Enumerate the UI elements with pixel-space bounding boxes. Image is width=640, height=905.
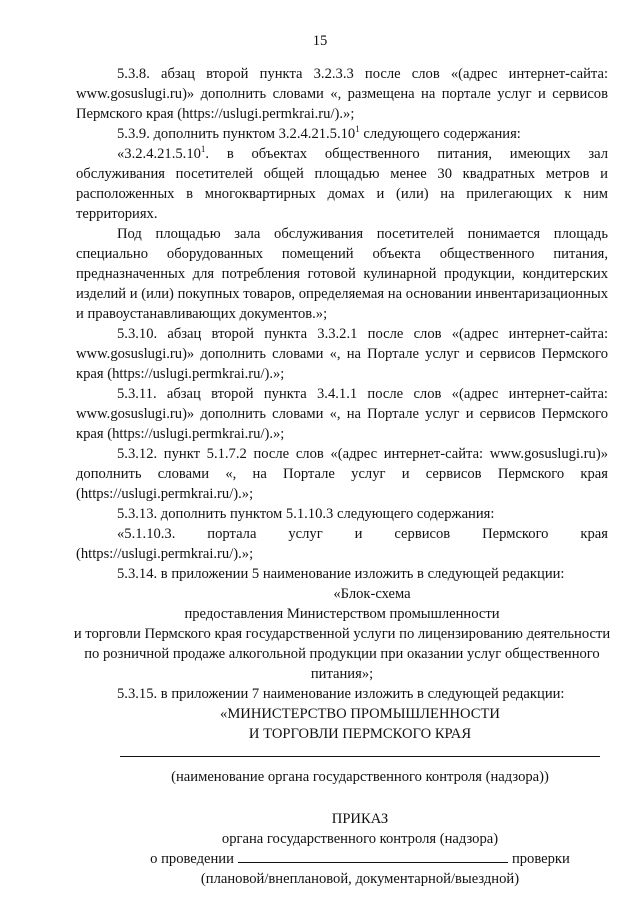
spacer — [76, 787, 608, 809]
paragraph-5-3-8: 5.3.8. абзац второй пункта 3.2.3.3 после слов «(адрес интернет-сайта: www.gosuslugi.ru)» дополнить словами «, размещена на портале услуг и сервисов Пермского края (https://uslugi.permkrai.ru/).»; — [76, 66, 608, 122]
order-prefix: о проведении — [150, 851, 234, 867]
document-body — [73, 64, 611, 889]
paragraph-text: 5.3.9. дополнить пунктом 3.2.4.21.5.10 — [117, 126, 356, 142]
paragraph-text: следующего содержания: — [359, 126, 521, 142]
paragraph-5-3-13: 5.3.13. дополнить пунктом 5.1.10.3 следующего содержания: — [117, 506, 495, 522]
paragraph-5-1-10-3: «5.1.10.3. портала услуг и сервисов Пермского края (https://uslugi.permkrai.ru/).»; — [76, 526, 608, 562]
paragraph-5-3-14: 5.3.14. в приложении 5 наименование изложить в следующей редакции: — [117, 566, 565, 582]
paragraph-5-3-15: 5.3.15. в приложении 7 наименование изложить в следующей редакции: — [117, 686, 565, 702]
ministry-name-line-1: «МИНИСТЕРСТВО ПРОМЫШЛЕННОСТИ — [220, 706, 500, 722]
paragraph-area-definition: Под площадью зала обслуживания посетителей понимается площадь специально оборудованных помещений объекта общественного питания, предназначенных для потребления готовой кулинарной продукции, кондитерских изделий и (или) покупных товаров, определяемая на основании инвентаризационных и правоустанавливающих документов.»; — [76, 226, 608, 322]
page-number: 15 — [312, 33, 328, 49]
paragraph-5-3-10: 5.3.10. абзац второй пункта 3.3.2.1 после слов «(адрес интернет-сайта: www.gosuslugi.ru)» дополнить словами «, на Портале услуг и сервисов Пермского края (https://uslugi.permkrai.ru/).»; — [76, 326, 608, 382]
superscript: 1 — [200, 144, 206, 155]
authority-caption: (наименование органа государственного контроля (надзора)) — [171, 769, 549, 785]
block-scheme-line-3: и торговли Пермского края государственной услуги по лицензированию деятельности по розничной продаже алкогольной продукции при оказании услуг общественного питания»; — [73, 626, 611, 682]
order-issuer: органа государственного контроля (надзора) — [221, 831, 499, 847]
signature-line — [120, 756, 600, 757]
order-title: ПРИКАЗ — [331, 811, 389, 827]
paragraph-5-3-9 — [76, 124, 608, 144]
ministry-name-line-2: И ТОРГОВЛИ ПЕРМСКОГО КРАЯ — [248, 726, 472, 742]
block-scheme-title: «Блок-схема — [333, 586, 411, 602]
paragraph-3-2-4-21-5-10 — [76, 144, 608, 224]
paragraph-text: . в объектах общественного питания, имеющих зал обслуживания посетителей общей площадью менее 30 квадратных метров и расположенных в многоквартирных домах и (или) на прилегающих к ним территориях. — [76, 146, 608, 222]
inspection-type-caption: (плановой/внеплановой, документарной/выездной) — [200, 871, 520, 887]
paragraph-5-3-11: 5.3.11. абзац второй пункта 3.4.1.1 после слов «(адрес интернет-сайта: www.gosuslugi.ru)» дополнить словами «, на Портале услуг и сервисов Пермского края (https://uslugi.permkrai.ru/).»; — [76, 386, 608, 442]
order-suffix: проверки — [511, 851, 570, 867]
paragraph-5-3-12: 5.3.12. пункт 5.1.7.2 после слов «(адрес интернет-сайта: www.gosuslugi.ru)» дополнить словами «, на Портале услуг и сервисов Пермского края (https://uslugi.permkrai.ru/).»; — [76, 446, 608, 502]
superscript: 1 — [355, 124, 360, 135]
block-scheme-line-2: предоставления Министерством промышленности — [184, 606, 500, 622]
blank-field — [238, 850, 508, 863]
order-inspection-line — [76, 849, 608, 869]
paragraph-text: «3.2.4.21.5.10 — [117, 146, 201, 162]
